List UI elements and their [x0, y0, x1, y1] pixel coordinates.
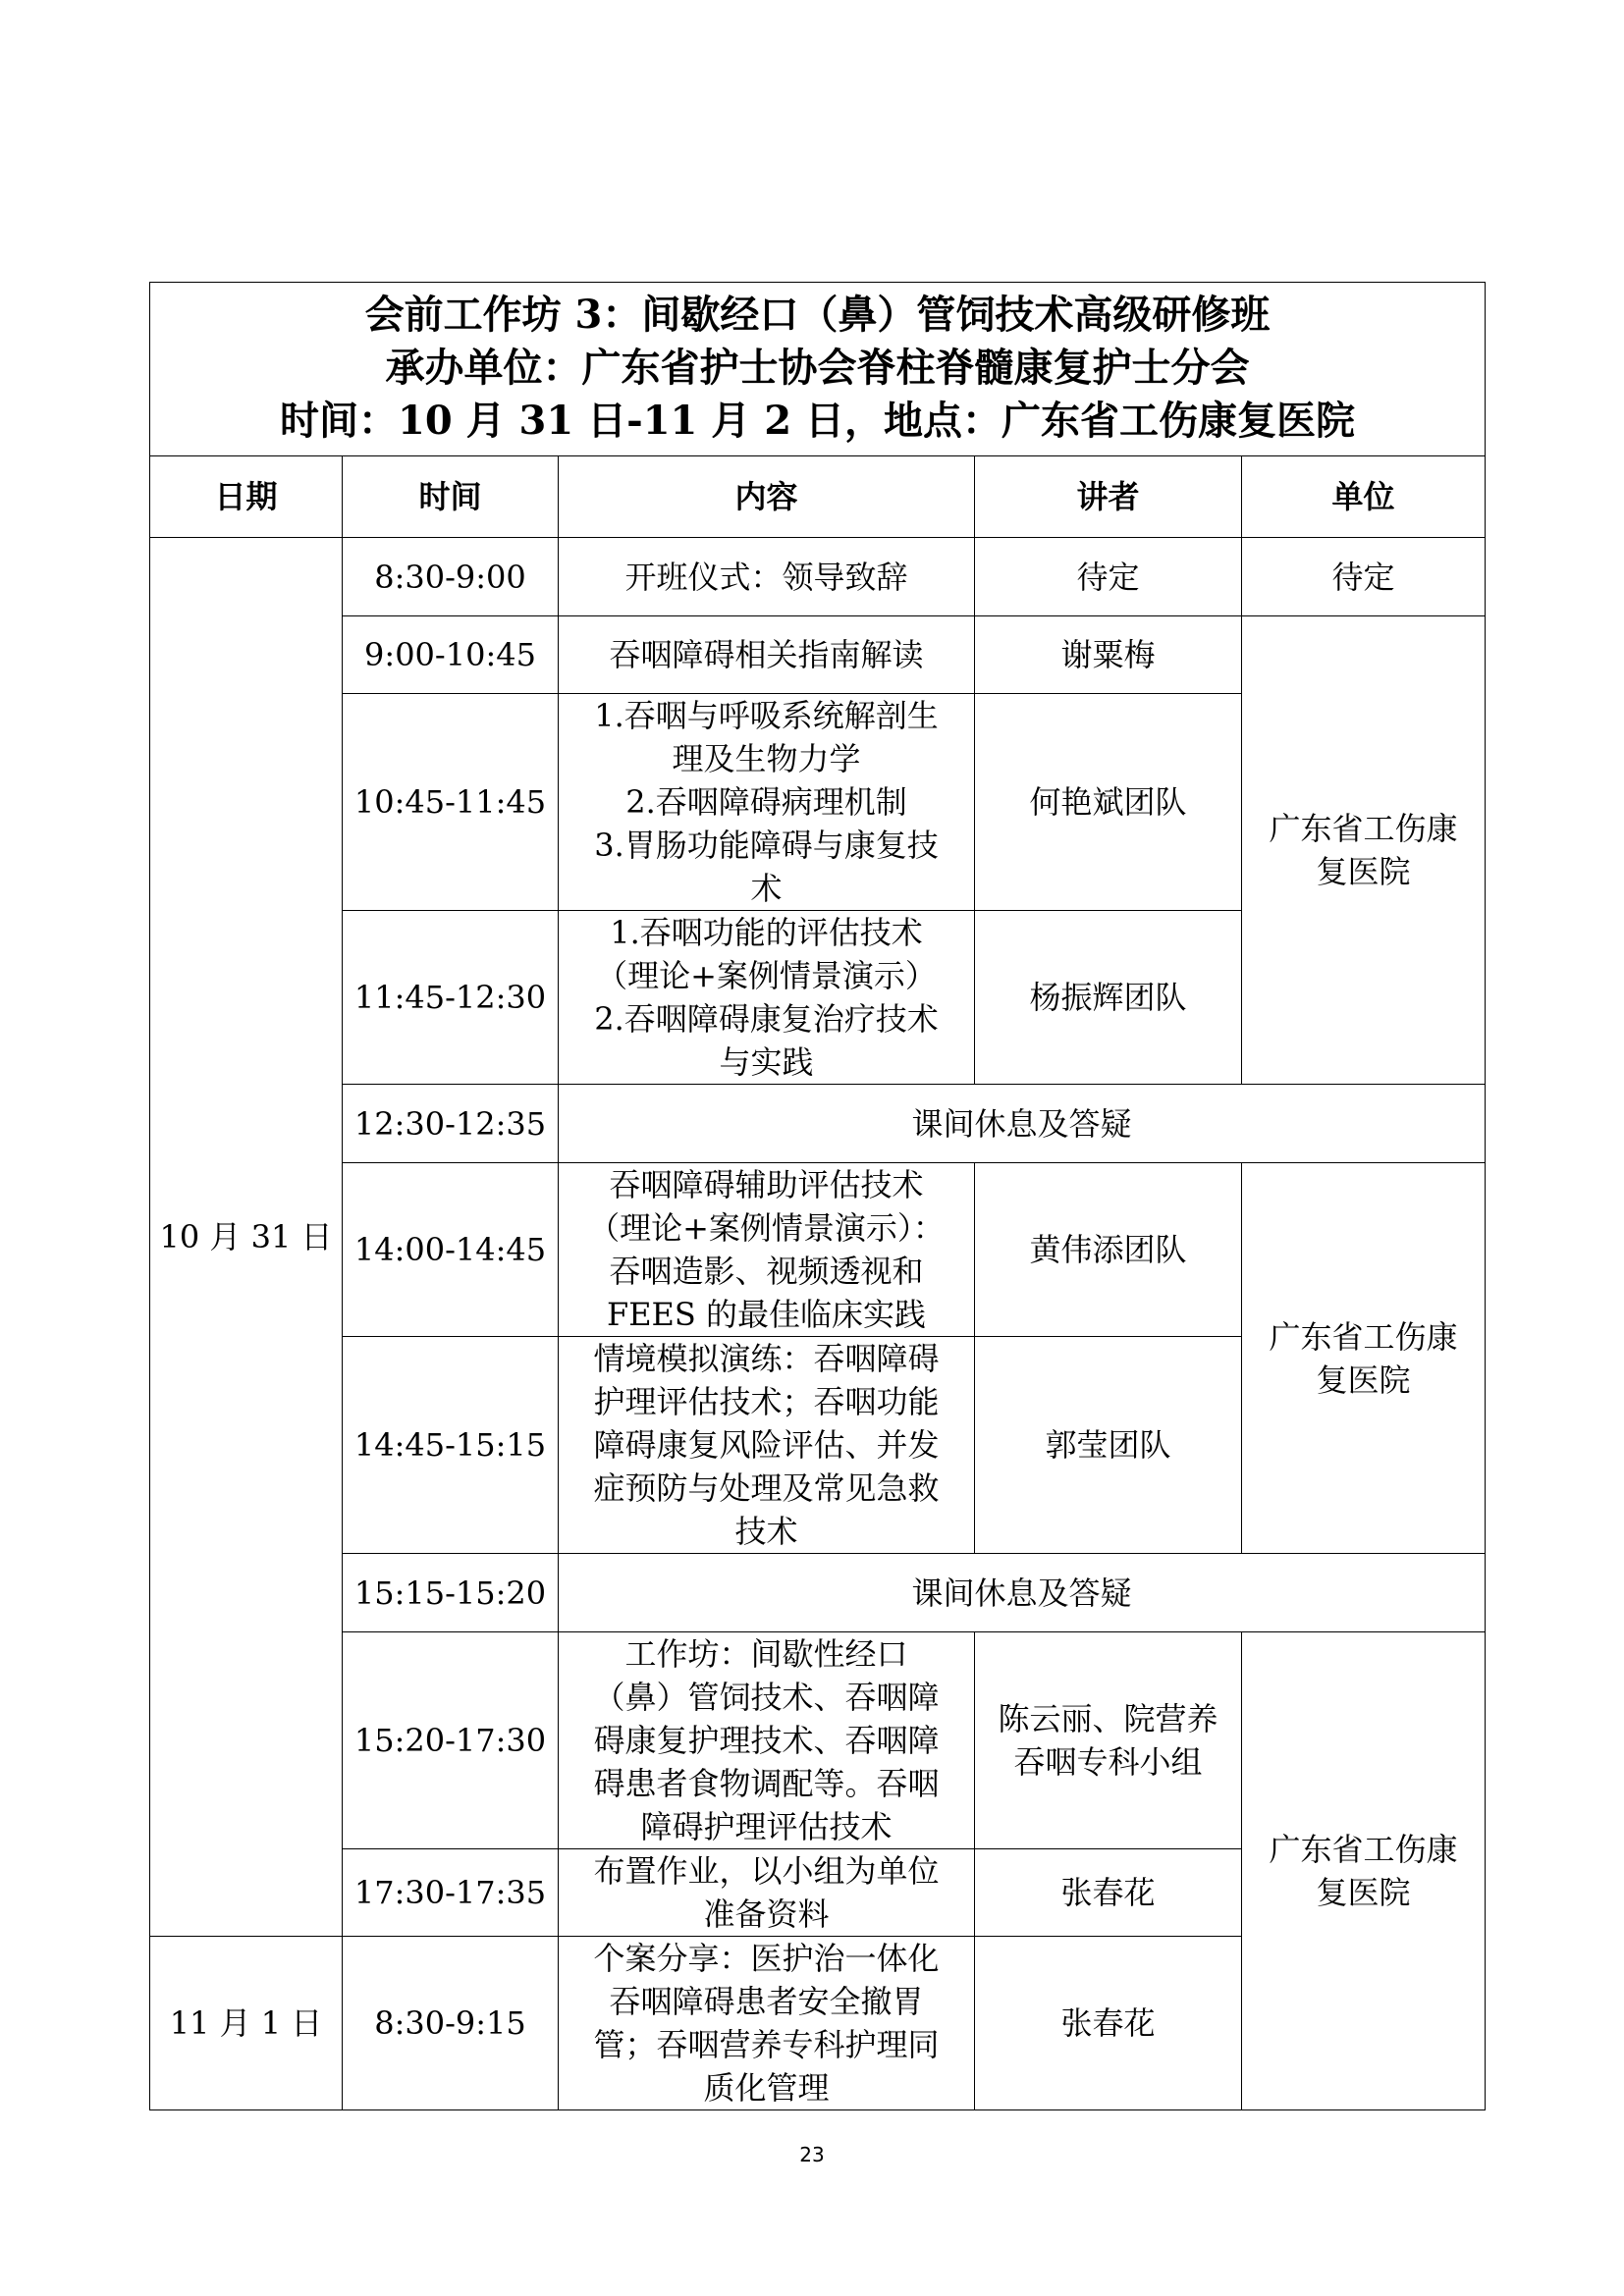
cell-line: 3.胃肠功能障碍与康复技 — [594, 827, 939, 864]
cell-line: 何艳斌团队 — [1029, 783, 1187, 821]
workshop-title: 会前工作坊 3：间歇经口（鼻）管饲技术高级研修班 — [364, 292, 1271, 338]
speaker-cell — [975, 538, 1242, 616]
cell-line: 障碍护理评估技术 — [640, 1808, 893, 1845]
speaker-cell — [975, 911, 1242, 1085]
cell-line: 张春花 — [1060, 1874, 1156, 1911]
cell-line: 碍康复护理技术、吞咽障 — [593, 1722, 940, 1759]
time-cell: 8:30-9:00 — [343, 538, 559, 616]
cell-line: 2.吞咽障碍康复治疗技术 — [594, 1000, 939, 1038]
cell-line: 管；吞咽营养专科护理同 — [593, 2026, 940, 2063]
time-location-line: 时间：10 月 31 日-11 月 2 日，地点：广东省工伤康复医院 — [280, 398, 1355, 444]
cell-line: 张春花 — [1060, 2004, 1156, 2042]
cell-line: 吞咽障碍患者安全撤胃 — [609, 1983, 924, 2020]
schedule-table — [149, 282, 1486, 2110]
content-cell — [559, 538, 975, 616]
cell-line: 杨振辉团队 — [1029, 979, 1187, 1016]
cell-line: 吞咽专科小组 — [1013, 1743, 1203, 1781]
table-row — [150, 538, 1486, 616]
header-time: 时间 — [343, 456, 559, 538]
speaker-cell — [975, 1849, 1242, 1937]
cell-line: 待定 — [1331, 558, 1395, 596]
unit-cell — [1242, 616, 1486, 1085]
title-row — [150, 283, 1486, 456]
cell-line: 障碍康复风险评估、并发 — [593, 1426, 940, 1464]
cell-line: 与实践 — [719, 1043, 814, 1081]
time-cell: 9:00-10:45 — [343, 616, 559, 694]
cell-line: 复医院 — [1316, 1874, 1411, 1911]
cell-line: FEES 的最佳临床实践 — [606, 1296, 927, 1333]
cell-line: 谢粟梅 — [1060, 636, 1156, 673]
cell-line: 广东省工伤康 — [1269, 1831, 1458, 1868]
time-cell: 14:00-14:45 — [343, 1163, 559, 1337]
header-row — [150, 456, 1486, 538]
cell-line: 复医院 — [1316, 853, 1411, 890]
speaker-cell — [975, 616, 1242, 694]
time-cell: 10:45-11:45 — [343, 694, 559, 911]
cell-line: 技术 — [734, 1513, 798, 1550]
cell-line: 陈云丽、院营养 — [998, 1700, 1218, 1737]
cell-line: （鼻）管饲技术、吞咽障 — [593, 1679, 940, 1716]
time-cell: 15:15-15:20 — [343, 1554, 559, 1632]
cell-line: 广东省工伤康 — [1269, 1317, 1458, 1356]
header-unit: 单位 — [1242, 456, 1486, 538]
cell-line: 1.吞咽与呼吸系统解剖生 — [594, 697, 939, 734]
content-cell — [559, 694, 975, 911]
break-row — [150, 1085, 1486, 1163]
speaker-cell — [975, 1163, 1242, 1337]
cell-line: 课间休息及答疑 — [911, 1574, 1132, 1612]
time-cell: 8:30-9:15 — [343, 1937, 559, 2110]
cell-line: 护理评估技术；吞咽功能 — [593, 1383, 940, 1420]
content-cell — [559, 1337, 975, 1554]
cell-line: 症预防与处理及常见急救 — [593, 1469, 940, 1507]
cell-line: 复医院 — [1316, 1361, 1411, 1399]
header-date: 日期 — [150, 456, 343, 538]
cell-line: 碍患者食物调配等。吞咽 — [593, 1765, 940, 1802]
time-cell: 11:45-12:30 — [343, 911, 559, 1085]
cell-line: 黄伟添团队 — [1029, 1231, 1187, 1268]
time-cell: 12:30-12:35 — [343, 1085, 559, 1163]
cell-line: 准备资料 — [703, 1896, 830, 1933]
speaker-cell — [975, 1337, 1242, 1554]
unit-cell — [1242, 1163, 1486, 1554]
cell-line: 1.吞咽功能的评估技术 — [610, 914, 923, 951]
cell-line: 2.吞咽障碍病理机制 — [625, 783, 907, 821]
time-cell: 17:30-17:35 — [343, 1849, 559, 1937]
cell-line: 郭莹团队 — [1045, 1426, 1171, 1464]
cell-line: 吞咽障碍相关指南解读 — [609, 636, 924, 673]
page-number: 23 — [799, 2143, 825, 2166]
time-cell: 15:20-17:30 — [343, 1632, 559, 1849]
cell-line: 吞咽造影、视频透视和 — [609, 1253, 924, 1290]
content-cell — [559, 1849, 975, 1937]
unit-cell — [1242, 1632, 1486, 2110]
content-cell — [559, 1163, 975, 1337]
speaker-cell — [975, 694, 1242, 911]
content-cell — [559, 616, 975, 694]
content-cell — [559, 911, 975, 1085]
cell-line: 课间休息及答疑 — [911, 1104, 1132, 1143]
cell-line: 理及生物力学 — [672, 740, 861, 777]
content-cell — [559, 1632, 975, 1849]
break-row — [150, 1554, 1486, 1632]
cell-line: 广东省工伤康 — [1269, 810, 1458, 847]
header-content: 内容 — [559, 456, 975, 538]
date-cell-day1: 10 月 31 日 — [150, 538, 343, 1937]
cell-line: （理论+案例情景演示） — [596, 957, 937, 994]
organizer-line: 承办单位：广东省护士协会脊柱脊髓康复护士分会 — [385, 345, 1250, 391]
table-row — [150, 1163, 1486, 1337]
cell-line: 工作坊：间歇性经口 — [624, 1635, 908, 1673]
speaker-cell — [975, 1937, 1242, 2110]
cell-line: 待定 — [1076, 558, 1140, 596]
cell-line: 个案分享：医护治一体化 — [593, 1940, 940, 1977]
title-cell — [150, 283, 1486, 456]
header-speaker: 讲者 — [975, 456, 1242, 538]
cell-line: 布置作业，以小组为单位 — [593, 1852, 940, 1890]
cell-line: 开班仪式：领导致辞 — [624, 558, 908, 596]
content-cell — [559, 1937, 975, 2110]
table-row — [150, 1632, 1486, 1849]
cell-line: 术 — [750, 870, 783, 907]
unit-cell — [1242, 538, 1486, 616]
speaker-cell — [975, 1632, 1242, 1849]
break-cell — [559, 1554, 1486, 1632]
cell-line: 质化管理 — [703, 2069, 830, 2107]
cell-line: 情境模拟演练：吞咽障碍 — [593, 1340, 940, 1377]
date-cell-day2: 11 月 1 日 — [150, 1937, 343, 2110]
break-cell — [559, 1085, 1486, 1163]
cell-line: 吞咽障碍辅助评估技术 — [609, 1166, 924, 1203]
cell-line: （理论+案例情景演示）： — [588, 1209, 945, 1247]
time-cell: 14:45-15:15 — [343, 1337, 559, 1554]
table-row — [150, 616, 1486, 694]
